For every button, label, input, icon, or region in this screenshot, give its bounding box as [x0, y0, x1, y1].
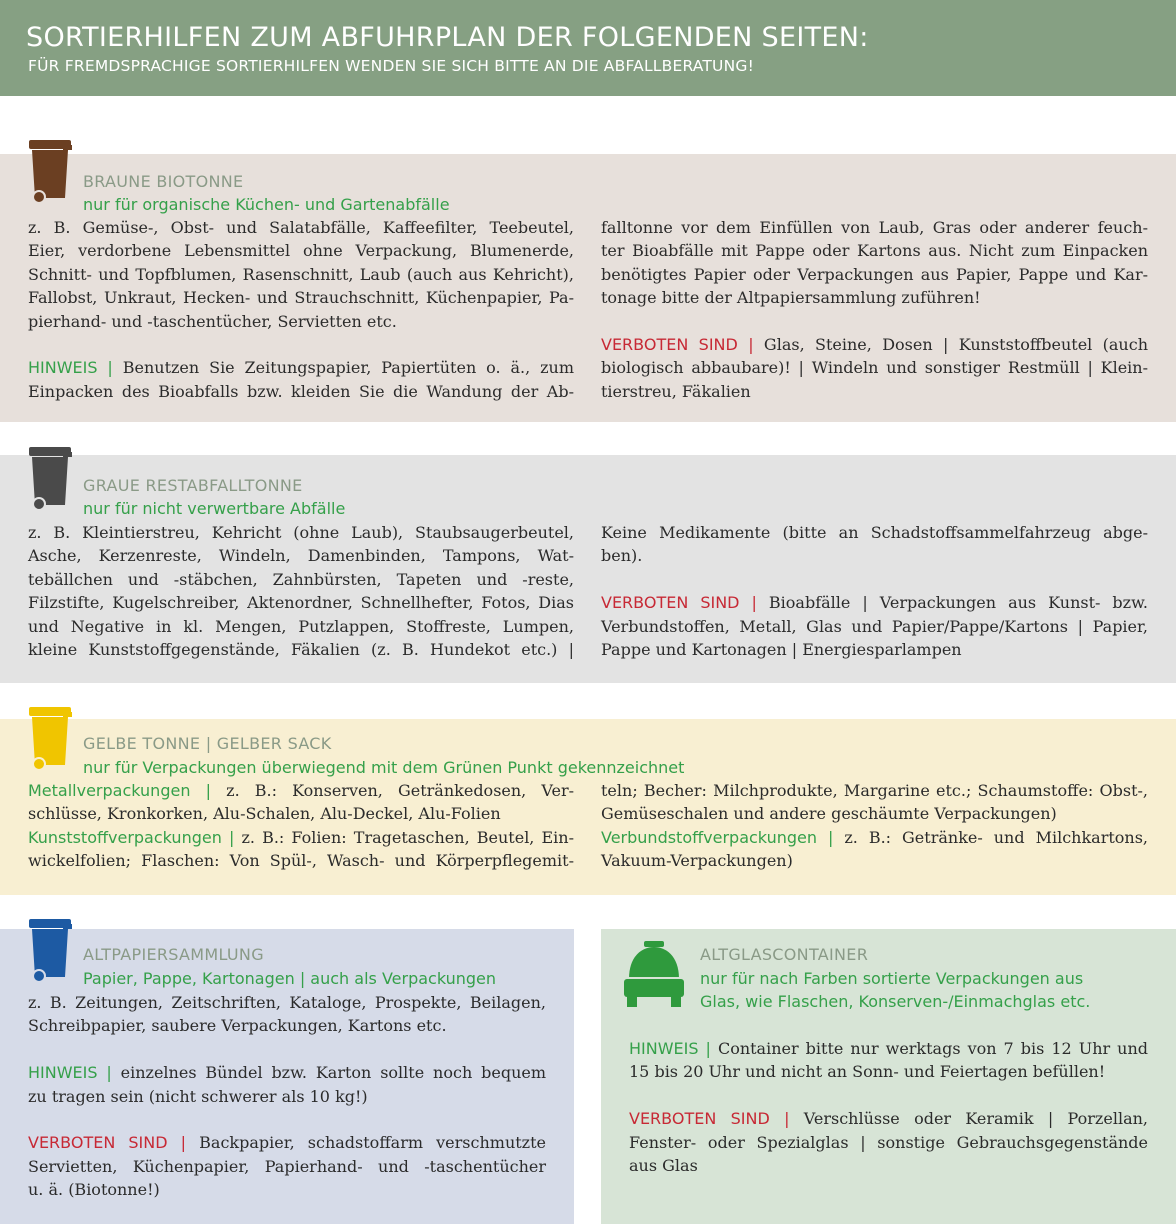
section-altpapier — [0, 929, 574, 1224]
text-line: ter Bioabfälle mit Pappe oder Kartons aus. Nicht zum Einpacken — [601, 241, 1148, 261]
text-line: falltonne vor dem Einfüllen von Laub, Gras oder anderer feuch- — [601, 218, 1148, 237]
hint-label: HINWEIS | — [629, 1039, 711, 1058]
text-line: Verbundstoffen, Metall, Glas und Papier/Pappe/Kartons | Papier, — [601, 616, 1148, 636]
green-glass-container-icon — [621, 941, 687, 1009]
text-line: Pappe und Kartonagen | Energiesparlampen — [601, 640, 962, 660]
section-title: ALTPAPIERSAMMLUNG — [83, 945, 264, 964]
section-title: ALTGLASCONTAINER — [700, 945, 869, 964]
section-subtitle: nur für nicht verwertbare Abfälle — [83, 499, 346, 518]
bio-right-column — [601, 216, 1148, 403]
section-restabfall — [0, 455, 1176, 683]
brown-bin-icon — [27, 140, 73, 204]
section-altglas — [601, 929, 1176, 1224]
text-line: Filzstifte, Kugelschreiber, Aktenordner, Schnellhefter, Fotos, Dias — [28, 593, 574, 613]
forbidden-label: VERBOTEN SIND | — [629, 1109, 790, 1129]
hint-label: HINWEIS | — [28, 358, 113, 378]
hint-label: HINWEIS | — [28, 1063, 112, 1083]
text-line: teln; Becher: Milchprodukte, Margarine etc.; Schaumstoffe: Obst-, — [601, 781, 1148, 800]
rest-left-column — [28, 521, 574, 661]
blue-bin-icon — [27, 919, 73, 983]
text-line: pierhand- und -taschentücher, Servietten etc. — [28, 311, 397, 331]
section-subtitle: nur für organische Küchen- und Gartenabfälle — [83, 195, 450, 214]
text-line: Schnitt- und Topfblumen, Rasenschnitt, Laub (auch aus Kehricht), — [28, 264, 574, 284]
papier-column — [28, 991, 546, 1202]
text-line: u. ä. (Biotonne!) — [28, 1180, 160, 1200]
composite-label: Verbundstoffverpackungen | — [601, 827, 834, 847]
text-line: Vakuum-Verpackungen) — [601, 851, 793, 871]
section-title: BRAUNE BIOTONNE — [83, 172, 244, 191]
section-subtitle-line2: Glas, wie Flaschen, Konserven-/Einmachglas etc. — [700, 992, 1091, 1011]
text-line: Servietten, Küchenpapier, Papierhand- und -taschentücher — [28, 1156, 546, 1176]
hint-line: HINWEIS | einzelnes Bündel bzw. Karton sollte noch bequem — [28, 1063, 547, 1083]
text-line: z. B. Gemüse-, Obst- und Salatabfälle, Kaffeefilter, Teebeutel, — [28, 218, 574, 237]
bio-left-column — [28, 216, 574, 403]
section-title: GELBE TONNE | GELBER SACK — [83, 734, 332, 753]
text-line: benötigtes Papier oder Verpackungen aus Papier, Pappe und Kar- — [601, 264, 1148, 284]
text-line: kleine Kunststoffgegenstände, Fäkalien (z. B. Hundekot etc.) | — [28, 640, 574, 660]
forbidden-line: VERBOTEN SIND | Verschlüsse oder Keramik | Porzellan, — [629, 1109, 1148, 1129]
section-subtitle: Papier, Pappe, Kartonagen | auch als Verpackungen — [83, 969, 497, 988]
forbidden-label: VERBOTEN SIND | — [601, 593, 757, 613]
section-gelbe-tonne — [0, 719, 1176, 895]
page-subtitle: FÜR FREMDSPRACHIGE SORTIERHILFEN WENDEN SIE SICH BITTE AN DIE ABFALLBERATUNG! — [28, 57, 755, 75]
yellow-bin-icon — [27, 707, 73, 771]
section-subtitle: nur für Verpackungen überwiegend mit dem Grünen Punkt gekennzeichnet — [83, 758, 685, 777]
forbidden-line: VERBOTEN SIND | Bioabfälle | Verpackungen aus Kunst- bzw. — [601, 593, 1148, 613]
grey-bin-icon — [27, 447, 73, 511]
text-line: aus Glas — [629, 1156, 698, 1176]
text-line: tebällchen und -stäbchen, Zahnbürsten, Tapeten und -reste, — [28, 569, 574, 589]
text-line: z. B. Zeitungen, Zeitschriften, Kataloge, Prospekte, Beilagen, — [28, 993, 546, 1012]
text-line: zu tragen sein (nicht schwerer als 10 kg!) — [28, 1086, 368, 1106]
forbidden-label: VERBOTEN SIND | — [28, 1133, 187, 1153]
section-title: GRAUE RESTABFALLTONNE — [83, 476, 303, 495]
text-line: Gemüseschalen und andere geschäumte Verpackungen) — [601, 804, 1057, 824]
forbidden-line: VERBOTEN SIND | Backpapier, schadstoffarm verschmutzte — [28, 1133, 547, 1153]
rest-right-column — [601, 521, 1148, 661]
text-line: wickelfolien; Flaschen: Von Spül-, Wasch- und Körperpflegemit- — [28, 851, 574, 871]
section-subtitle-line1: nur für nach Farben sortierte Verpackungen aus — [700, 969, 1084, 988]
text-line: Asche, Kerzenreste, Windeln, Damenbinden, Tampons, Wat- — [28, 546, 574, 566]
glas-column — [629, 1037, 1148, 1177]
section-biotonne — [0, 154, 1176, 422]
plastic-line: Kunststoffverpackungen | z. B.: Folien: Tragetaschen, Beutel, Ein- — [28, 827, 575, 847]
text-line: Fallobst, Unkraut, Hecken- und Strauchschnitt, Küchenpapier, Pa- — [28, 288, 574, 308]
text-line: tonage bitte der Altpapiersammlung zuführen! — [601, 288, 981, 308]
plastic-label: Kunststoffverpackungen | — [28, 827, 235, 847]
text-line: Fenster- oder Spezialglas | sonstige Gebrauchsgegenstände — [629, 1132, 1148, 1152]
forbidden-label: VERBOTEN SIND | — [601, 335, 754, 355]
text-line: Schreibpapier, saubere Verpackungen, Kartons etc. — [28, 1016, 447, 1036]
page-title: SORTIERHILFEN ZUM ABFUHRPLAN DER FOLGENDEN SEITEN: — [26, 22, 869, 53]
metal-label: Metallverpackungen | — [28, 781, 211, 800]
text-line: z. B. Kleintierstreu, Kehricht (ohne Laub), Staubsaugerbeutel, — [28, 523, 574, 542]
forbidden-line: VERBOTEN SIND | Glas, Steine, Dosen | Kunststoffbeutel (auch — [601, 335, 1148, 355]
text-line: schlüsse, Kronkorken, Alu-Schalen, Alu-Deckel, Alu-Folien — [28, 804, 501, 824]
metal-line: Metallverpackungen | z. B.: Konserven, Getränkedosen, Ver- — [28, 781, 575, 800]
hint-line: HINWEIS | Container bitte nur werktags von 7 bis 12 Uhr und — [629, 1039, 1149, 1058]
text-line: tierstreu, Fäkalien — [601, 381, 751, 401]
text-line: Keine Medikamente (bitte an Schadstoffsammelfahrzeug abge- — [601, 523, 1148, 542]
text-line: biologisch abbaubare)! | Windeln und sonstiger Restmüll | Klein- — [601, 358, 1148, 378]
gelb-right-column — [601, 779, 1148, 873]
page-header — [0, 0, 1176, 96]
composite-line: Verbundstoffverpackungen | z. B.: Getränke- und Milchkartons, — [601, 827, 1149, 847]
gelb-left-column — [28, 779, 574, 873]
text-line: Einpacken des Bioabfalls bzw. kleiden Sie die Wandung der Ab- — [28, 381, 574, 401]
text-line: ben). — [601, 546, 643, 566]
hint-line: HINWEIS | Benutzen Sie Zeitungspapier, Papiertüten o. ä., zum — [28, 358, 575, 378]
text-line: Eier, verdorbene Lebensmittel ohne Verpackung, Blumenerde, — [28, 241, 574, 261]
text-line: und Negative in kl. Mengen, Putzlappen, Stoffreste, Lumpen, — [28, 616, 574, 636]
text-line: 15 bis 20 Uhr und nicht an Sonn- und Feiertagen befüllen! — [629, 1062, 1106, 1082]
